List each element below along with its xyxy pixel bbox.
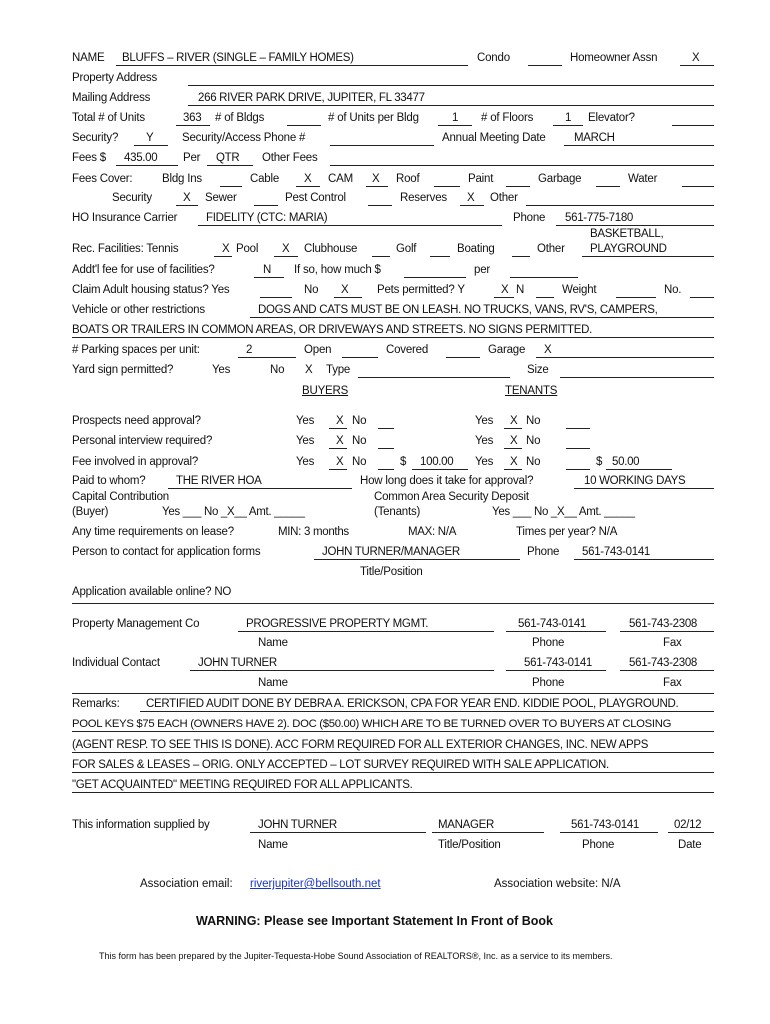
prospects-tenants-x: X: [510, 415, 518, 427]
prospects-tenants-no: No: [526, 415, 541, 427]
if-so-line: [404, 277, 466, 278]
supplied-date-value: 02/12: [674, 819, 702, 831]
adult-no-check: X: [341, 284, 349, 296]
how-long-label: How long does it take for approval?: [360, 475, 534, 487]
remarks-line-2: POOL KEYS $75 EACH (OWNERS HAVE 2). DOC ($50.00) WHICH ARE TO BE TURNED OVER TO BUYERS AT CLOSING: [72, 718, 672, 730]
supplied-date-caption: Date: [678, 839, 702, 851]
security-phone-line: [330, 145, 434, 146]
fee-tenants-no: No: [526, 456, 541, 468]
fee-buyers-no-line: [378, 469, 394, 470]
remarks-label: Remarks:: [72, 698, 120, 710]
annual-meeting-label: Annual Meeting Date: [442, 132, 546, 144]
adult-no-line: [334, 297, 362, 298]
security-line: [134, 145, 168, 146]
supplied-name-line: [250, 832, 426, 833]
parking-label: # Parking spaces per unit:: [72, 344, 200, 356]
ho-insurance-value: FIDELITY (CTC: MARIA): [206, 212, 328, 224]
how-long-value: 10 WORKING DAYS: [584, 475, 686, 487]
individual-fax-caption: Fax: [663, 677, 682, 689]
bldg-ins-line: [220, 186, 242, 187]
mgmt-fax-line: [620, 631, 714, 632]
vehicle-line-2: [72, 337, 714, 338]
ho-insurance-line: [198, 225, 502, 226]
fee-buyers-x: X: [336, 456, 344, 468]
security-phone-label: Security/Access Phone #: [182, 132, 306, 144]
lease-max-value: MAX: N/A: [408, 526, 457, 538]
supplied-title-line: [432, 832, 544, 833]
annual-meeting-line: [564, 145, 714, 146]
section-divider-2: [72, 693, 714, 694]
pets-y-line: [494, 297, 514, 298]
remarks-line-3: (AGENT RESP. TO SEE THIS IS DONE). ACC FORM REQUIRED FOR ALL EXTERIOR CHANGES, INC. NEW APPS: [72, 739, 649, 751]
type-label: Type: [326, 364, 351, 376]
times-per-year-label: Times per year? N/A: [516, 526, 618, 538]
individual-fax-line: [620, 670, 714, 671]
clubhouse-label: Clubhouse: [304, 243, 358, 255]
vehicle-value-1: DOGS AND CATS MUST BE ON LEASH. NO TRUCKS, VANS, RV'S, CAMPERS,: [258, 304, 658, 316]
interview-tenants-x: X: [510, 435, 518, 447]
garbage-label: Garbage: [538, 173, 582, 185]
ho-phone-line: [556, 225, 714, 226]
mgmt-fax-caption: Fax: [663, 637, 682, 649]
individual-phone-line: [506, 670, 606, 671]
garage-value: X: [544, 344, 552, 356]
num-floors-label: # of Floors: [481, 112, 534, 124]
weight-label: Weight: [562, 284, 597, 296]
adult-no-label: No: [304, 284, 319, 296]
roof-line: [434, 186, 460, 187]
fee-tenants-line: [504, 469, 522, 470]
prospects-buyers-x: X: [336, 415, 344, 427]
tenants-header: TENANTS: [505, 385, 558, 397]
fees-per-line: [207, 165, 253, 166]
pets-no-line: [690, 297, 714, 298]
mgmt-fax-value: 561-743-2308: [629, 618, 698, 630]
contact-phone-line: [574, 559, 714, 560]
addtl-per-line: [510, 277, 578, 278]
mgmt-co-line: [238, 631, 494, 632]
fees-security-check: X: [183, 192, 191, 204]
condo-label: Condo: [477, 52, 510, 64]
paid-to-value: THE RIVER HOA: [176, 475, 262, 487]
mgmt-phone-value: 561-743-0141: [518, 618, 587, 630]
prospects-label: Prospects need approval?: [72, 415, 201, 427]
remarks-line-5: "GET ACQUAINTED" MEETING REQUIRED FOR ALL APPLICANTS.: [72, 779, 413, 791]
units-per-bldg-line: [438, 125, 472, 126]
yard-sign-label: Yard sign permitted?: [72, 364, 174, 376]
boating-line: [512, 256, 530, 257]
remarks-rule-2: [72, 731, 714, 732]
fees-line: [116, 165, 178, 166]
bldg-ins-label: Bldg Ins: [162, 173, 202, 185]
cable-check: X: [304, 173, 312, 185]
supplied-name-caption: Name: [258, 839, 288, 851]
remarks-line-1: CERTIFIED AUDIT DONE BY DEBRA A. ERICKSON, CPA FOR YEAR END. KIDDIE POOL, PLAYGROUND.: [146, 698, 679, 710]
remarks-line-4: FOR SALES & LEASES – ORIG. ONLY ACCEPTED – LOT SURVEY REQUIRED WITH SALE APPLICATION.: [72, 759, 609, 771]
individual-name-caption: Name: [258, 677, 288, 689]
individual-label: Individual Contact: [72, 657, 160, 669]
elevator-label: Elevator?: [588, 112, 635, 124]
rec-other-line: [582, 256, 714, 257]
garage-line: [536, 357, 714, 358]
type-line: [358, 377, 510, 378]
footer-text: This form has been prepared by the Jupiter-Tequesta-Hobe Sound Association of REALTORS®, Inc. as a service to its members.: [99, 951, 613, 961]
prospects-tenants-yes: Yes: [475, 415, 494, 427]
buyers-header: BUYERS: [302, 385, 349, 397]
supplied-phone-line: [560, 832, 658, 833]
fees-per-label: Per: [183, 152, 201, 164]
property-address-line: [188, 85, 714, 86]
homeowner-line: [680, 65, 714, 66]
vehicle-value-2: BOATS OR TRAILERS IN COMMON AREAS, OR DRIVEWAYS AND STREETS. NO SIGNS PERMITTED.: [72, 324, 592, 336]
homeowner-assn-label: Homeowner Assn: [570, 52, 658, 64]
interview-buyers-x: X: [336, 435, 344, 447]
open-line: [342, 357, 378, 358]
golf-line: [430, 256, 450, 257]
open-label: Open: [304, 344, 332, 356]
num-bldgs-label: # of Bldgs: [215, 112, 265, 124]
supplied-phone-value: 561-743-0141: [571, 819, 640, 831]
covered-line: [446, 357, 480, 358]
size-label: Size: [527, 364, 549, 376]
addtl-fee-value: N: [263, 264, 272, 276]
interview-tenants-no-line: [566, 448, 590, 449]
prospects-tenants-line: [504, 428, 522, 429]
remarks-rule-3: [72, 752, 714, 753]
interview-buyers-yes: Yes: [296, 435, 315, 447]
reserves-check: X: [467, 192, 475, 204]
clubhouse-line: [372, 256, 390, 257]
interview-label: Personal interview required?: [72, 435, 213, 447]
pets-n-line: [536, 297, 554, 298]
ho-insurance-label: HO Insurance Carrier: [72, 212, 178, 224]
individual-line: [190, 670, 494, 671]
cable-line: [296, 186, 320, 187]
condo-line: [528, 65, 562, 66]
adult-yes-line: [260, 297, 292, 298]
annual-meeting-value: MARCH: [574, 132, 615, 144]
ho-phone-label: Phone: [513, 212, 546, 224]
units-per-bldg-value: 1: [452, 112, 459, 124]
fee-buyers-dollar: $: [400, 456, 407, 468]
remarks-rule-5: [72, 792, 714, 793]
parking-value: 2: [246, 344, 253, 356]
units-per-bldg-label: # of Units per Bldg: [328, 112, 419, 124]
supplied-by-label: This information supplied by: [72, 819, 210, 831]
fees-security-line: [176, 205, 198, 206]
mgmt-co-value: PROGRESSIVE PROPERTY MGMT.: [246, 618, 429, 630]
assoc-email-label: Association email:: [140, 878, 233, 890]
interview-buyers-no-line: [378, 448, 394, 449]
mailing-address-value: 266 RIVER PARK DRIVE, JUPITER, FL 33477: [198, 92, 425, 104]
deposit-value: Yes ___ No _X__ Amt. _____: [492, 506, 635, 518]
fee-tenants-yes: Yes: [475, 456, 494, 468]
fee-tenants-no-line: [566, 469, 590, 470]
total-units-label: Total # of Units: [72, 112, 145, 124]
prospects-buyers-no-line: [378, 428, 394, 429]
property-address-label: Property Address: [72, 72, 158, 84]
supplied-name-value: JOHN TURNER: [258, 819, 337, 831]
capital-label: Capital Contribution: [72, 491, 170, 503]
fee-tenants-dollar: $: [596, 456, 603, 468]
mgmt-phone-caption: Phone: [532, 637, 565, 649]
name-label: NAME: [72, 52, 105, 64]
pest-control-line: [368, 205, 392, 206]
fee-buyers-line: [329, 469, 347, 470]
remarks-rule-1: [140, 711, 714, 712]
prospects-buyers-line: [329, 428, 347, 429]
security-label: Security?: [72, 132, 119, 144]
supplied-title-caption: Title/Position: [438, 839, 501, 851]
parking-line: [238, 357, 296, 358]
water-line: [682, 186, 714, 187]
cable-label: Cable: [250, 173, 280, 185]
mailing-address-line: [188, 105, 714, 106]
other-rec-value-1: BASKETBALL,: [590, 228, 664, 240]
prospects-buyers-no: No: [352, 415, 367, 427]
mgmt-name-caption: Name: [258, 637, 288, 649]
individual-fax-value: 561-743-2308: [629, 657, 698, 669]
pest-control-label: Pest Control: [285, 192, 346, 204]
homeowner-assn-check: X: [692, 52, 700, 64]
fees-other-line: [526, 205, 714, 206]
cam-label: CAM: [328, 173, 353, 185]
fee-buyers-no: No: [352, 456, 367, 468]
other-fees-label: Other Fees: [262, 152, 318, 164]
individual-phone-value: 561-743-0141: [524, 657, 593, 669]
fees-cover-label: Fees Cover:: [72, 173, 133, 185]
warning-text: WARNING: Please see Important Statement In Front of Book: [196, 914, 553, 928]
rec-other-label: Other: [537, 243, 565, 255]
if-so-label: If so, how much $: [294, 264, 381, 276]
name-value: BLUFFS – RIVER (SINGLE – FAMILY HOMES): [122, 52, 354, 64]
contact-label: Person to contact for application forms: [72, 546, 261, 558]
num-bldgs-line: [287, 125, 321, 126]
num-floors-value: 1: [565, 112, 572, 124]
common-area-label: Common Area Security Deposit: [374, 491, 529, 503]
paint-label: Paint: [468, 173, 494, 185]
fees-other-label: Other: [490, 192, 518, 204]
name-line: [116, 65, 468, 66]
yard-no-label: No: [270, 364, 285, 376]
contact-value: JOHN TURNER/MANAGER: [322, 546, 460, 558]
rec-facilities-label: Rec. Facilities: Tennis: [72, 243, 179, 255]
addtl-per-label: per: [474, 264, 491, 276]
vehicle-line-1: [250, 317, 714, 318]
remarks-rule-4: [72, 772, 714, 773]
supplied-date-line: [668, 832, 714, 833]
roof-label: Roof: [396, 173, 420, 185]
tennis-check: X: [222, 243, 230, 255]
pool-check: X: [282, 243, 290, 255]
fee-tenants-amount: 50.00: [612, 456, 640, 468]
other-fees-line: [330, 165, 714, 166]
sewer-label: Sewer: [205, 192, 237, 204]
total-units-line: [176, 125, 210, 126]
mgmt-phone-line: [506, 631, 606, 632]
paint-line: [506, 186, 530, 187]
fee-buyers-amount-line: [412, 469, 468, 470]
paid-to-label: Paid to whom?: [72, 475, 146, 487]
lease-min-value: MIN: 3 months: [278, 526, 349, 538]
reserves-label: Reserves: [400, 192, 447, 204]
elevator-line: [672, 125, 714, 126]
app-online-label: Application available online? NO: [72, 586, 232, 598]
sewer-line: [254, 205, 278, 206]
other-rec-value-2: PLAYGROUND: [590, 243, 667, 255]
cam-line: [366, 186, 388, 187]
num-floors-line: [553, 125, 583, 126]
mailing-address-label: Mailing Address: [72, 92, 151, 104]
assoc-website-label: Association website: N/A: [494, 878, 621, 890]
section-divider-1: [72, 603, 714, 604]
interview-buyers-line: [329, 448, 347, 449]
contact-phone-label: Phone: [527, 546, 560, 558]
covered-label: Covered: [386, 344, 429, 356]
yard-yes-label: Yes: [212, 364, 231, 376]
prospects-buyers-yes: Yes: [296, 415, 315, 427]
interview-tenants-no: No: [526, 435, 541, 447]
adult-housing-label: Claim Adult housing status? Yes: [72, 284, 230, 296]
pets-n-label: N: [516, 284, 525, 296]
size-line: [560, 377, 714, 378]
mgmt-co-label: Property Management Co: [72, 618, 200, 630]
pets-no-label: No.: [664, 284, 682, 296]
weight-line: [616, 297, 656, 298]
addtl-fee-label: Addt'l fee for use of facilities?: [72, 264, 215, 276]
fees-security-label: Security: [112, 192, 152, 204]
pool-line: [274, 256, 298, 257]
vehicle-label: Vehicle or other restrictions: [72, 304, 205, 316]
ho-phone-value: 561-775-7180: [565, 212, 634, 224]
yard-no-check: X: [305, 364, 313, 376]
fees-label: Fees $: [72, 152, 106, 164]
total-units-value: 363: [183, 112, 202, 124]
fee-tenants-amount-line: [606, 469, 672, 470]
pool-label: Pool: [236, 243, 259, 255]
fee-buyers-yes: Yes: [296, 456, 315, 468]
pets-y-check: X: [501, 284, 509, 296]
boating-label: Boating: [457, 243, 495, 255]
supplied-phone-caption: Phone: [582, 839, 615, 851]
garage-label: Garage: [488, 344, 526, 356]
prospects-tenants-no-line: [566, 428, 590, 429]
interview-tenants-yes: Yes: [475, 435, 494, 447]
contact-title-label: Title/Position: [360, 566, 423, 578]
fees-per-value: QTR: [216, 152, 240, 164]
paid-to-line: [168, 488, 352, 489]
tenants-paren-label: (Tenants): [374, 506, 421, 518]
water-label: Water: [628, 173, 658, 185]
time-req-label: Any time requirements on lease?: [72, 526, 234, 538]
golf-label: Golf: [396, 243, 417, 255]
cam-check: X: [372, 173, 380, 185]
fee-tenants-x: X: [510, 456, 518, 468]
contact-phone-value: 561-743-0141: [582, 546, 651, 558]
contact-line: [314, 559, 520, 560]
capital-value: Yes ___ No _X__ Amt. _____: [162, 506, 305, 518]
pets-label: Pets permitted? Y: [377, 284, 465, 296]
interview-tenants-line: [504, 448, 522, 449]
supplied-title-value: MANAGER: [438, 819, 495, 831]
garbage-line: [596, 186, 620, 187]
buyer-paren-label: (Buyer): [72, 506, 109, 518]
individual-phone-caption: Phone: [532, 677, 565, 689]
how-long-line: [574, 488, 714, 489]
assoc-email-link[interactable]: riverjupiter@bellsouth.net: [250, 878, 381, 890]
individual-value: JOHN TURNER: [198, 657, 277, 669]
addtl-fee-line: [254, 277, 284, 278]
tennis-line: [214, 256, 232, 257]
reserves-line: [460, 205, 484, 206]
interview-buyers-no: No: [352, 435, 367, 447]
fee-involved-label: Fee involved in approval?: [72, 456, 199, 468]
fees-value: 435.00: [124, 152, 158, 164]
security-value: Y: [146, 132, 154, 144]
fee-buyers-amount: 100.00: [420, 456, 454, 468]
